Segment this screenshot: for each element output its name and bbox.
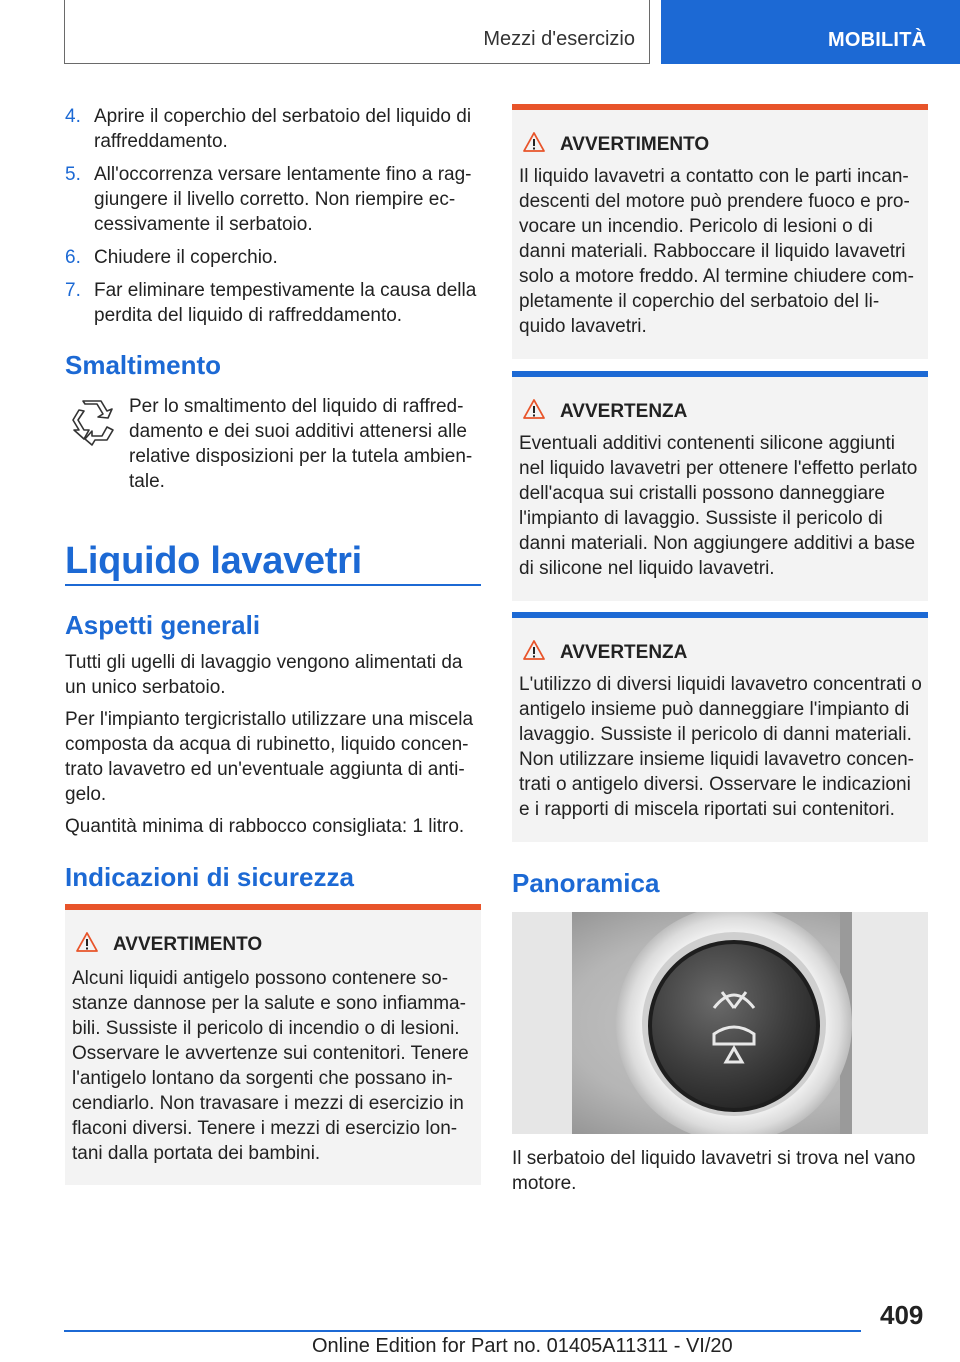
notice-bar — [512, 612, 928, 618]
step-text: All'occorrenza versare lentamente fino a rag‐giungere il livello corretto. Non riempire ec‐cessivamente il serbatoio. — [94, 164, 472, 235]
step-item — [65, 104, 481, 154]
smaltimento-heading: Smaltimento — [65, 350, 222, 380]
warning-title: AVVERTIMENTO — [113, 934, 263, 955]
smaltimento-paragraph: Per lo smaltimento del liquido di raffred‐damento e dei suoi additivi attenersi alle relative disposizioni per la tutela ambien‐tale. — [129, 396, 473, 492]
sicurezza-heading: Indicazioni di sicurezza — [65, 862, 354, 892]
step-text: Aprire il coperchio del serbatoio del liquido di raffreddamento. — [94, 106, 472, 152]
liquido-heading: Liquido lavavetri — [65, 540, 362, 582]
aspetti-heading: Aspetti generali — [65, 610, 261, 640]
panoramica-caption: Il serbatoio del liquido lavavetri si trova nel vano motore. — [512, 1148, 916, 1194]
header-tab-label: MOBILITÀ — [828, 29, 927, 51]
step-text: Far eliminare tempestivamente la causa della perdita del liquido di raffreddamento. — [94, 280, 477, 326]
notice-text: L'utilizzo di diversi liquidi lavavetro concentrati o antigelo insieme può danneggiare l'impianto di lavaggio. Sussiste il pericolo di danni materiali. Non utilizzare insieme liquidi lavavetro concen‐trati o antigelo diversi. Osservare le indicazioni e i rapporti di miscela riportati sui contenitori. — [519, 674, 922, 820]
warning-triangle-icon — [75, 931, 99, 953]
footer-edition: Online Edition for Part no. 01405A11311 - VI/20 — [312, 1335, 733, 1357]
step-item — [65, 162, 481, 237]
step-number: 7. — [65, 280, 81, 301]
warning-title: AVVERTIMENTO — [560, 134, 710, 155]
step-item — [65, 245, 481, 270]
header-section-box — [64, 0, 650, 64]
warning-bar — [65, 904, 481, 910]
smaltimento-text — [65, 394, 481, 494]
warning-bar — [512, 104, 928, 110]
steps-list — [65, 104, 481, 336]
notice-bar — [512, 371, 928, 377]
aspetti-paragraph: Tutti gli ugelli di lavaggio vengono alimentati da un unico serbatoio. — [65, 652, 463, 698]
heading-rule — [65, 584, 481, 586]
footer-rule — [64, 1330, 861, 1332]
step-number: 4. — [65, 106, 81, 127]
notice-title: AVVERTENZA — [560, 401, 688, 422]
notice-text: Eventuali additivi contenenti silicone aggiunti nel liquido lavavetri per ottenere l'effetto perlato dell'acqua sui cristalli possono danneggiare l'impianto di lavaggio. Sussiste il pericolo di danni materiali. Non aggiungere additivi a base di silicone nel liquido lavavetri. — [519, 433, 918, 579]
icon-spacer — [65, 394, 129, 474]
panoramica-heading: Panoramica — [512, 868, 660, 898]
page-number: 409 — [880, 1300, 924, 1330]
warning-text: Alcuni liquidi antigelo possono contenere so‐stanze dannose per la salute e sono infiamma‐bili. Sussiste il pericolo di incendio o di lesioni. Osservare le avvertenze sui contenitori. Tenere l'antigelo lontano da sorgenti che possano in‐cendiarlo. Non travasare i mezzi di esercizio in flaconi diversi. Tenere i mezzi di esercizio lon‐tani dalla portata dei bambini. — [72, 968, 469, 1164]
warning-triangle-icon — [522, 131, 546, 153]
header-tab-mobilita[interactable] — [661, 0, 960, 64]
warning-box — [65, 904, 481, 1185]
washer-reservoir-photo — [512, 912, 928, 1134]
aspetti-paragraph: Per l'impianto tergicristallo utilizzare una miscela composta da acqua di rubinetto, liquido concen‐trato lavavetro ed un'eventuale aggiunta di anti‐gelo. — [65, 709, 474, 805]
notice-box — [512, 612, 928, 842]
notice-box — [512, 371, 928, 601]
warning-triangle-icon — [522, 398, 546, 420]
step-item — [65, 278, 481, 328]
warning-box — [512, 104, 928, 359]
step-text: Chiudere il coperchio. — [94, 247, 278, 268]
warning-triangle-icon — [522, 639, 546, 661]
notice-title: AVVERTENZA — [560, 642, 688, 663]
warning-text: Il liquido lavavetri a contatto con le parti incan‐descenti del motore può prendere fuoco e pro‐vocare un incendio. Pericolo di lesioni o di danni materiali. Rabboccare il liquido lavavetri solo a motore freddo. Al termine chiudere com‐pletamente il coperchio del serbatoio del li‐quido lavavetri. — [519, 166, 914, 337]
step-number: 5. — [65, 164, 81, 185]
aspetti-paragraph: Quantità minima di rabbocco consigliata: 1 litro. — [65, 816, 465, 837]
header-section-title: Mezzi d'esercizio — [483, 28, 635, 50]
step-number: 6. — [65, 247, 81, 268]
